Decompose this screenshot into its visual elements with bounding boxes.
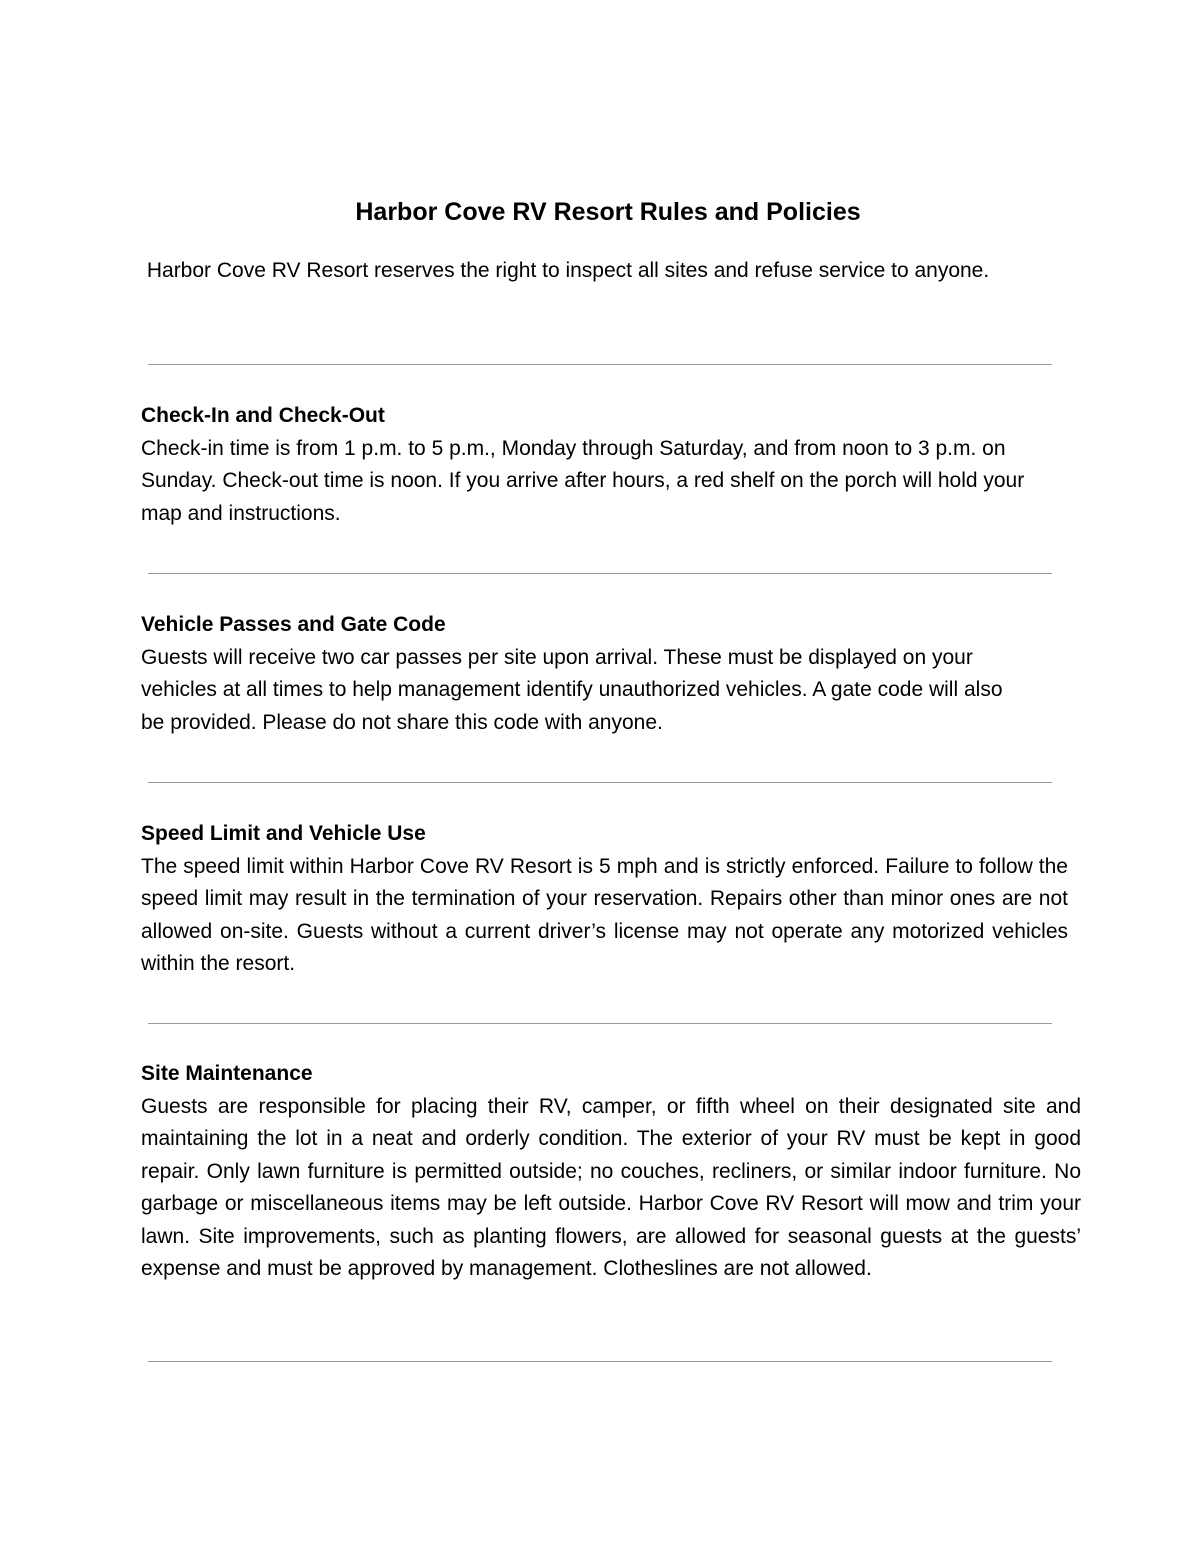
document-title: Harbor Cove RV Resort Rules and Policies bbox=[355, 198, 861, 226]
section-divider bbox=[148, 573, 1052, 574]
section-heading: Site Maintenance bbox=[141, 1062, 313, 1085]
section-heading: Check-In and Check-Out bbox=[141, 404, 385, 427]
section-divider bbox=[148, 782, 1052, 783]
section-speed-limit bbox=[141, 818, 1068, 981]
section-heading: Vehicle Passes and Gate Code bbox=[141, 613, 446, 636]
section-body: Guests are responsible for placing their RV, camper, or fifth wheel on their designated site and maintaining the lot in a neat and orderly condition. The exterior of your RV must be kept in good repair. Only lawn furniture is permitted outside; no couches, recliners, or similar indoor furniture. No garbage or miscellaneous items may be left outside. Harbor Cove RV Resort will mow and trim your lawn. Site improvements, such as planting flowers, are allowed for seasonal guests at the guests’ expense and must be approved by management. Clotheslines are not allowed. bbox=[141, 1094, 1081, 1280]
section-heading: Speed Limit and Vehicle Use bbox=[141, 822, 426, 845]
section-check-in bbox=[141, 400, 1041, 530]
section-divider bbox=[148, 1023, 1052, 1024]
intro-paragraph: Harbor Cove RV Resort reserves the right to inspect all sites and refuse service to anyone. bbox=[141, 259, 990, 282]
section-vehicle-passes bbox=[141, 609, 1031, 739]
section-divider bbox=[148, 1361, 1052, 1362]
section-body: The speed limit within Harbor Cove RV Resort is 5 mph and is strictly enforced. Failure to follow the speed limit may result in the termination of your reservation. Repairs other than minor ones are not allowed on-site. Guests without a current driver’s license may not operate any motorized vehicles within the resort. bbox=[141, 854, 1068, 975]
section-body: Guests will receive two car passes per site upon arrival. These must be displayed on your vehicles at all times to help management identify unauthorized vehicles. A gate code will also be provided. Please do not share this code with anyone. bbox=[141, 645, 1003, 734]
section-body: Check-in time is from 1 p.m. to 5 p.m., Monday through Saturday, and from noon to 3 p.m. on Sunday. Check-out time is noon. If you arrive after hours, a red shelf on the porch will hold your map and instructions. bbox=[141, 436, 1025, 525]
section-site-maintenance bbox=[141, 1058, 1081, 1286]
section-divider bbox=[148, 364, 1052, 365]
